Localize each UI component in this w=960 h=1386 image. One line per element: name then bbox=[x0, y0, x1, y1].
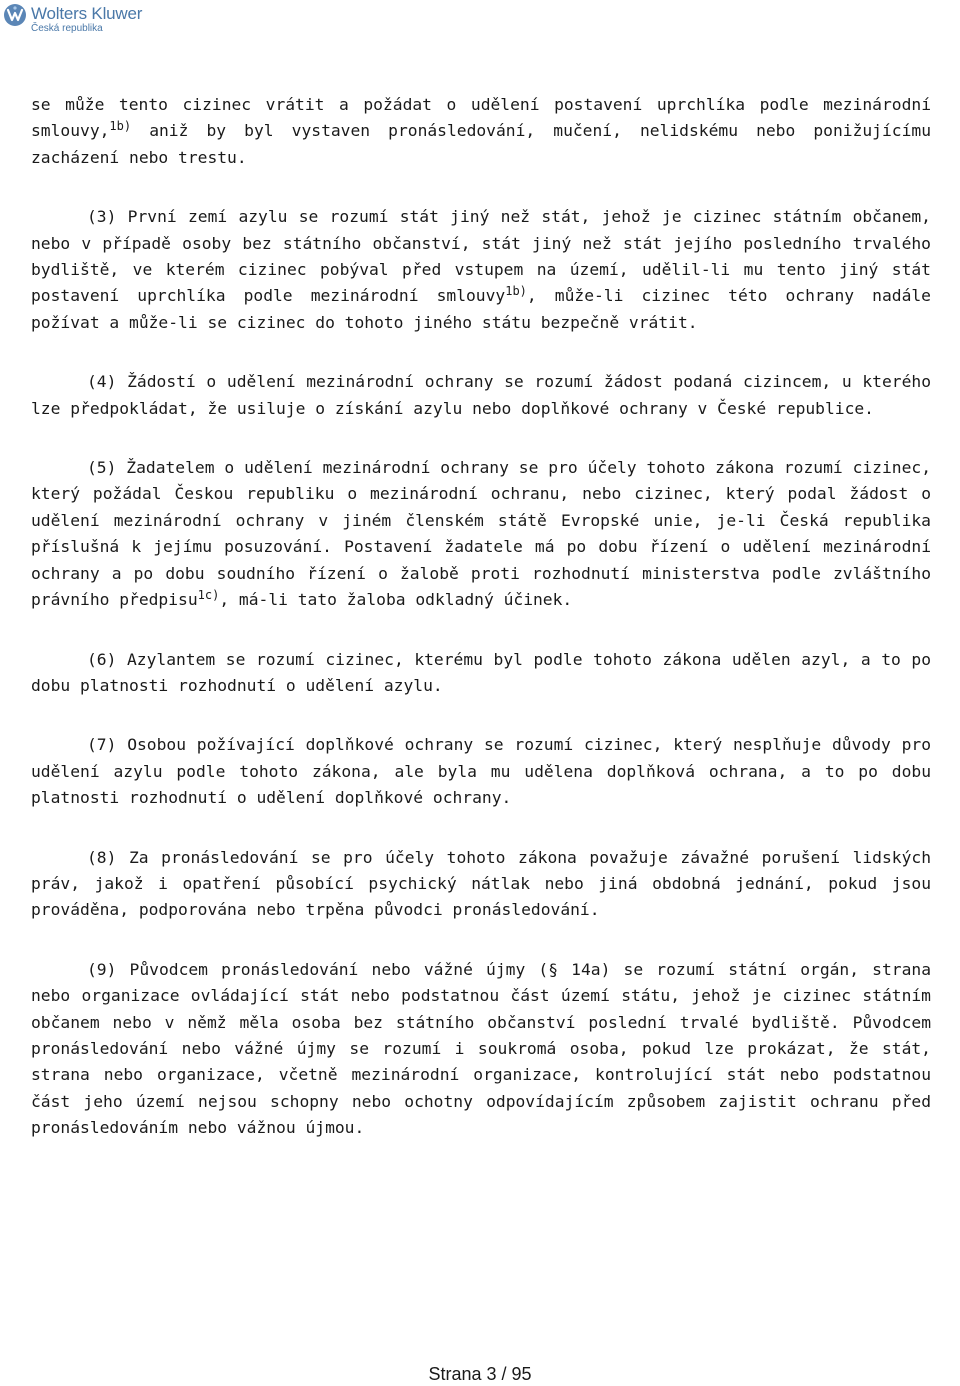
text-segment: se může tento cizinec vrátit a požádat o udělení postavení uprchlíka podle mezinárodní smlouvy, bbox=[31, 95, 931, 141]
text-segment: , má-li tato žaloba odkladný účinek. bbox=[219, 590, 573, 610]
text-segment: (5) Žadatelem o udělení mezinárodní ochrany se pro účely tohoto zákona rozumí cizinec, který požádal Českou republiku o mezinárodní ochranu, nebo cizinec, který podal žádost o udělení mezinárodní ochrany v jiném členském státě Evropské unie, je-li Česká republika příslušná k jejímu posuzování. Postavení žadatele má po dobu řízení o udělení mezinárodní ochrany a po dobu soudního řízení o žalobě proti rozhodnutí ministerstva podle zvláštního právního předpisu bbox=[31, 458, 931, 610]
footnote-ref: 1c) bbox=[197, 588, 220, 603]
text-segment: (7) Osobou požívající doplňkové ochrany se rozumí cizinec, který nesplňuje důvody pro udělení azylu podle tohoto zákona, ale byla mu udělena doplňková ochrana, a to po dobu platnosti rozhodnutí o udělení doplňkové ochrany. bbox=[31, 735, 931, 808]
paragraph-3 bbox=[31, 204, 931, 336]
text-segment: aniž by byl vystaven pronásledování, mučení, nelidskému nebo ponižujícímu zacházení nebo trestu. bbox=[31, 121, 931, 167]
paragraph-5 bbox=[31, 455, 931, 613]
text-segment: (8) Za pronásledování se pro účely tohoto zákona považuje závažné porušení lidských práv, jakož i opatření působící psychický nátlak nebo jiná obdobná jednání, pokud jsou prováděna, podporována nebo trpěna původci pronásledování. bbox=[31, 847, 931, 920]
text-segment: , může-li cizinec této ochrany nadále požívat a může-li se cizinec do tohoto jiného státu bezpečně vrátit. bbox=[31, 286, 931, 332]
text-segment: (3) První zemí azylu se rozumí stát jiný než stát, jehož je cizinec státním občanem, nebo v případě osoby bez státního občanství, stát jiný než stát jejího posledního trvalého bydliště, ve kterém cizinec pobýval před vstupem na území, udělil-li mu tento jiný stát postavení uprchlíka podle mezinárodní smlouvy bbox=[31, 207, 931, 306]
logo-name: Wolters Kluwer bbox=[31, 4, 143, 23]
footnote-ref: 1b) bbox=[505, 284, 527, 299]
paragraph-7 bbox=[31, 732, 931, 811]
paragraph-4 bbox=[31, 369, 931, 422]
text-segment: (4) Žádostí o udělení mezinárodní ochrany se rozumí žádost podaná cizincem, u kterého lze předpokládat, že usiluje o získání azylu nebo doplňkové ochrany v České republice. bbox=[31, 372, 931, 418]
wolters-kluwer-logo-icon bbox=[3, 3, 27, 27]
document-body bbox=[31, 92, 931, 1175]
footnote-ref: 1b) bbox=[109, 119, 132, 134]
text-segment: (9) Původcem pronásledování nebo vážné újmy (§ 14a) se rozumí státní orgán, strana nebo organizace ovládající stát nebo podstatnou část území státu, jehož je cizinec státním občanem nebo v němž měla osoba bez státního občanství poslední trvalé bydliště. Původcem pronásledování nebo vážné újmy se rozumí i soukromá osoba, pokud lze prokázat, že stát, strana nebo organizace, včetně mezinárodní organizace, kontrolující stát nebo podstatnou část jeho území nejsou schopny nebo ochotny odpovídajícím způsobem zajistit ochranu před pronásledováním nebo vážnou újmou. bbox=[31, 959, 931, 1138]
wolters-kluwer-logo bbox=[3, 3, 142, 34]
paragraph-9 bbox=[31, 957, 931, 1142]
logo-subtitle: Česká republika bbox=[31, 23, 103, 34]
text-segment: (6) Azylantem se rozumí cizinec, kterému byl podle tohoto zákona udělen azyl, a to po dobu platnosti rozhodnutí o udělení azylu. bbox=[31, 649, 931, 695]
paragraph-8 bbox=[31, 845, 931, 924]
paragraph-6 bbox=[31, 647, 931, 700]
paragraph-continued bbox=[31, 92, 931, 171]
page-number: Strana 3 / 95 bbox=[428, 1364, 532, 1384]
